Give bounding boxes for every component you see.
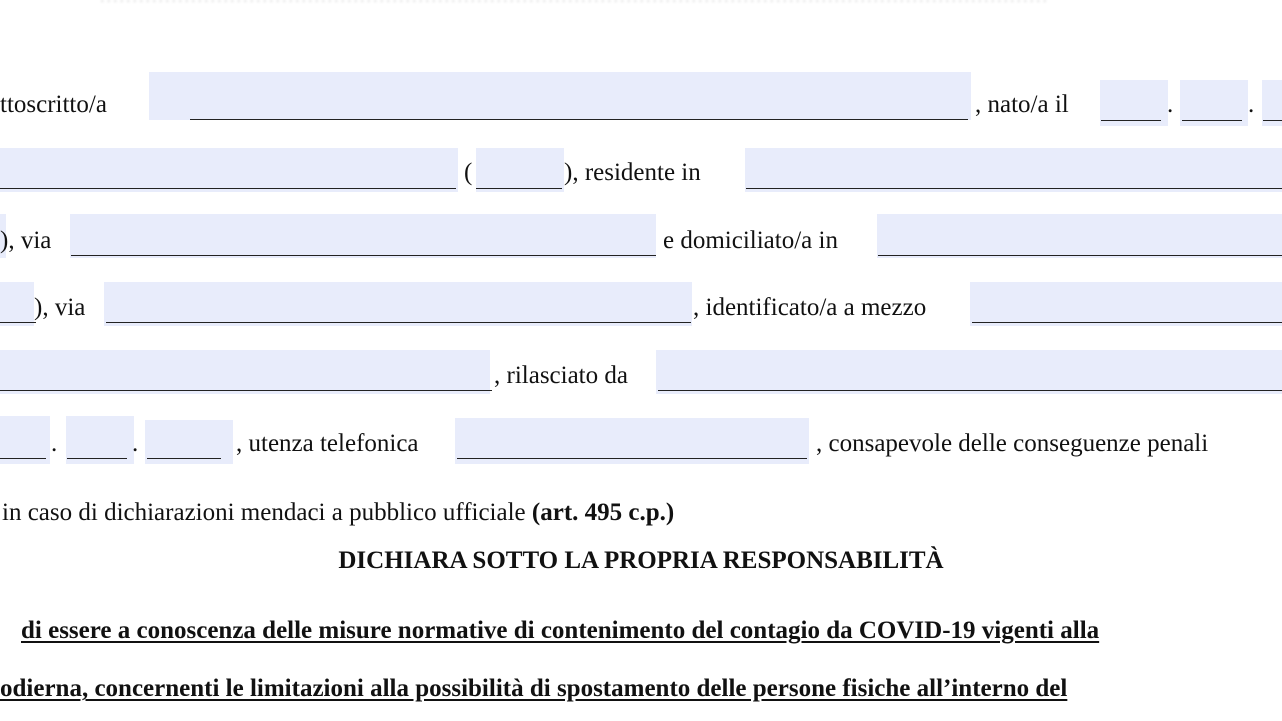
label-via: ), via (0, 227, 52, 254)
issue-month-underline (67, 458, 127, 459)
domicile-city-field[interactable] (877, 214, 1282, 258)
mendaci-text: in caso di dichiarazioni mendaci a pubblico ufficiale (2, 499, 526, 526)
open-paren: ( (464, 159, 473, 186)
label-utenza: , utenza telefonica (236, 430, 419, 457)
dot-separator: . (1248, 91, 1255, 118)
dot-separator: . (1167, 91, 1174, 118)
issued-by-underline (658, 390, 1282, 391)
residence-street-field[interactable] (70, 214, 656, 258)
id-document-underline (972, 322, 1282, 323)
mendaci-sentence (2, 498, 674, 528)
domicile-province-field[interactable] (0, 282, 34, 326)
birth-year-underline (1263, 120, 1282, 121)
domicile-street-underline (106, 322, 691, 323)
label-domiciliato: e domiciliato/a in (663, 227, 838, 254)
declaration-heading: DICHIARA SOTTO LA PROPRIA RESPONSABILITÀ (338, 547, 944, 574)
issue-day-field[interactable] (0, 416, 50, 464)
issue-year-underline (147, 458, 221, 459)
birth-day-underline (1101, 120, 1161, 121)
issue-month-field[interactable] (66, 416, 134, 464)
label-via-2: ), via (34, 294, 86, 321)
label-identificato: , identificato/a a mezzo (693, 294, 927, 321)
name-underline (190, 119, 968, 120)
phone-underline (457, 458, 807, 459)
birthplace-field[interactable] (0, 148, 458, 192)
issue-day-underline (0, 458, 46, 459)
birth-province-field[interactable] (476, 148, 564, 192)
domicile-street-field[interactable] (104, 282, 692, 326)
label-residente: ), residente in (564, 159, 701, 186)
birth-province-underline (476, 188, 562, 189)
name-field[interactable] (149, 72, 971, 120)
id-document-field[interactable] (970, 282, 1282, 326)
domicile-city-underline (878, 255, 1282, 256)
issued-by-field[interactable] (656, 350, 1282, 394)
label-rilasciato: , rilasciato da (494, 362, 628, 389)
residence-city-field[interactable] (745, 148, 1282, 192)
label-sottoscritto: ttoscritto/a (0, 91, 107, 118)
id-number-field[interactable] (0, 350, 490, 394)
dot-separator: . (132, 430, 139, 457)
declaration-paragraph-line2: odierna, concernenti le limitazioni alla possibilità di spostamento delle persone fisiche all’interno del (0, 675, 1068, 702)
residence-street-underline (71, 255, 656, 256)
faint-header-text (100, 0, 1200, 6)
id-number-underline (0, 390, 492, 391)
label-consapevole: , consapevole delle conseguenze penali (816, 430, 1209, 457)
article-reference: (art. 495 c.p.) (531, 499, 675, 526)
declaration-paragraph-line1: di essere a conoscenza delle misure normative di contenimento del contagio da COVID-19 vigenti alla (21, 617, 1100, 644)
residence-city-underline (746, 188, 1282, 189)
birthplace-underline (0, 188, 456, 189)
birth-month-underline (1182, 120, 1242, 121)
label-nato: , nato/a il (975, 91, 1069, 118)
domicile-province-underline (0, 322, 36, 323)
dot-separator: . (51, 430, 58, 457)
